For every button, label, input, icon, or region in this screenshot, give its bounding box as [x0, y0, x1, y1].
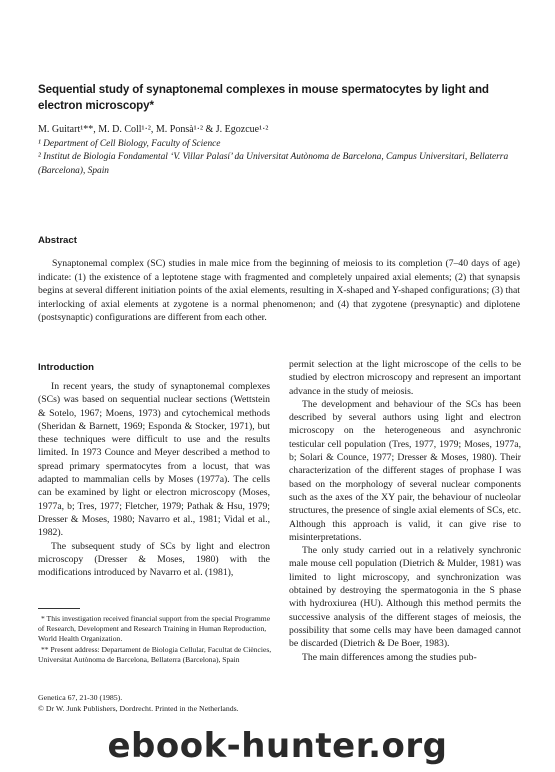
intro-paragraph: The main differences among the studies pub- [302, 651, 477, 663]
left-column [38, 380, 270, 602]
intro-paragraph: permit selection at the light microscope of the cells to be studied by electron microscopy and represent an important advance in the study of meiosis. [289, 359, 521, 397]
footnote-address: ** Present address: Departament de Biologia Cellular, Facultat de Ciències, Universitat Autònoma de Barcelona, Bellaterra (Barcelona), Spain [38, 644, 272, 664]
author-list: M. Guitart¹**, M. D. Coll¹·², M. Ponsà¹·² & J. Egozcue¹·² [38, 124, 269, 135]
introduction-heading: Introduction [38, 362, 94, 373]
intro-paragraph: The development and behaviour of the SCs has been described by several authors using light and electron microscopy on the heterogeneous and asynchronic testicular cell population (Tres, 1977, 1979; Moses, 1977a, b; Solari & Counce, 1977; Dresser & Moses, 1980). Their characterization of the different stages of prophase I was based on the morphology of several nuclear components such as the axes of the XY pair, the behaviour of nucleolar structures, the presence of single axial elements of SCs, etc. Although this approach is valid, it can give rise to misinterpretations. [289, 398, 521, 543]
paper-title: Sequential study of synaptonemal complexes in mouse spermatocytes by light and electron microscopy* [38, 83, 489, 112]
watermark: ebook-hunter.org [107, 726, 448, 766]
intro-paragraph: The subsequent study of SCs by light and electron microscopy (Dresser & Moses, 1980) with the modifications introduced by Navarro et al. (1981), [38, 540, 270, 579]
affiliation-1: ¹ Department of Cell Biology, Faculty of Science [38, 139, 221, 149]
affiliation-2: ² Institut de Biologia Fondamental ‘V. Villar Palasí’ da Universitat Autònoma de Barcelona, Campus Universitari, Bellaterra (Barcelona), Spain [38, 152, 509, 176]
citation-line: © Dr W. Junk Publishers, Dordrecht. Printed in the Netherlands. [38, 703, 239, 713]
intro-paragraph: In recent years, the study of synaptonemal complexes (SCs) was based on sequential nuclear sections (Wettstein & Sotelo, 1967; Moens, 1973) and cytochemical methods (Sheridan & Barnett, 1969; Esponda & Stocker, 1971), but these techniques were difficult to use and the results limited. In 1973 Counce and Meyer described a method to spread primary spermatocytes from a locust, that was adapted to mammalian cells by Moses (1977a). The cells can be examined by light or electron microscopy (Moses, 1977a, b; Tres, 1977; Fletcher, 1979; Pathak & Hsu, 1979; Dresser & Moses, 1980; Navarro et al., 1981; Vidal et al., 1982). [38, 381, 270, 539]
right-column [289, 358, 521, 740]
footnote-funding: * This investigation received financial support from the special Programme of Research, Development and Research Training in Human Reproduction, World Health Organization. [38, 614, 271, 644]
footnote-divider [38, 608, 80, 609]
journal-citation [38, 693, 239, 714]
footnotes [38, 614, 272, 665]
citation-line: Genetica 67, 21-30 (1985). [38, 693, 123, 702]
abstract-text: Synaptonemal complex (SC) studies in male mice from the beginning of meiosis to its completion (7–40 days of age) indicate: (1) the existence of a leptotene stage with fragmented and completely unpaired axial elements; (2) that synapsis begins at several different initiation points of the axial elements, resulting in X-shaped and Y-shaped configurations; (3) that interlocking of axial elements at zygotene is a normal phenomenon; and (4) that zygotene (presynaptic) and diplotene (postsynaptic) configurations are different from each other. [38, 258, 520, 324]
abstract-heading: Abstract [38, 235, 77, 246]
intro-paragraph: The only study carried out in a relatively synchronic male mouse cell population (Dietrich & Mulder, 1981) was limited to light microscopy, and synchronization was obtained by destroying the spermatogonia in the S phase with hydroxiurea (HU). Although this method permits the successive analysis of the different stages of meiosis, the possibility that some cells may have been damaged cannot be discarded (Dietrich & De Boer, 1983). [289, 545, 521, 650]
